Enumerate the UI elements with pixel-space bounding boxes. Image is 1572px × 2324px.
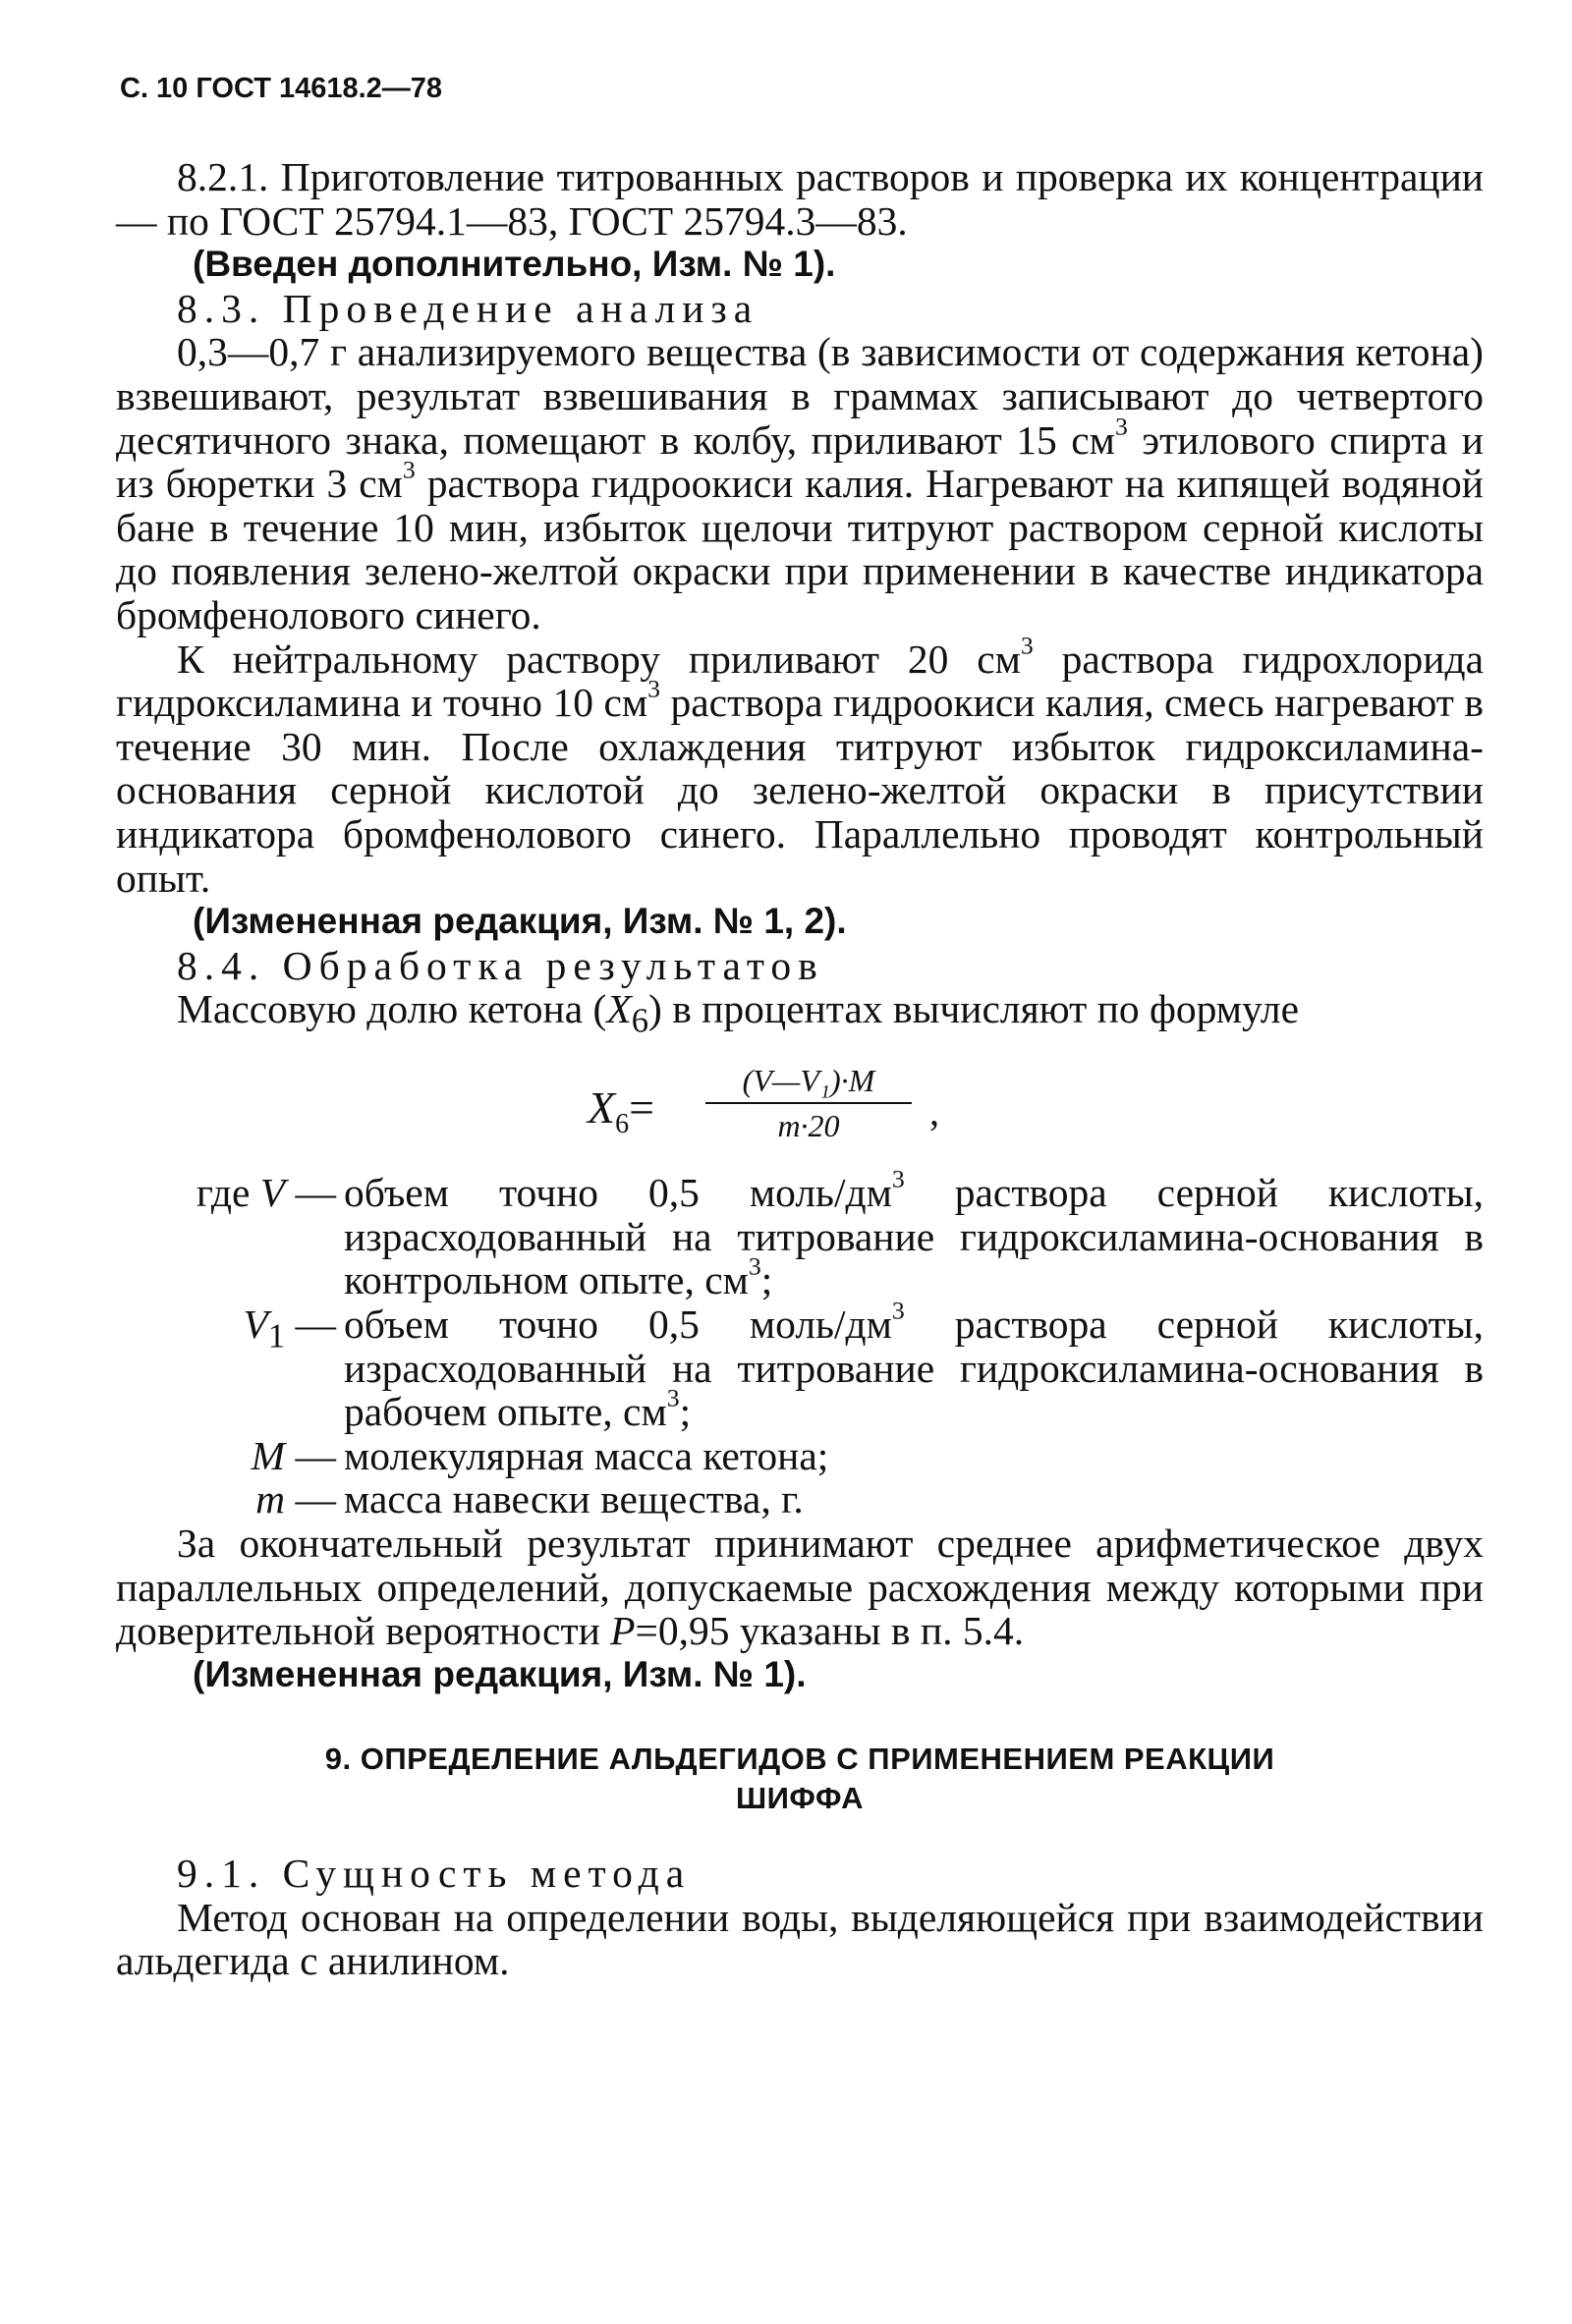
formula-comma: , (929, 1089, 939, 1134)
formula-lhs-var: X (588, 1082, 616, 1134)
text-span: =0,95 указаны в п. 5.4. (635, 1608, 1025, 1654)
section-heading-9 (116, 1740, 1484, 1818)
superscript: 3 (666, 1383, 680, 1412)
definition-row (116, 1434, 1484, 1478)
formula-lhs (588, 1082, 655, 1147)
text-span: ) в процентах вычисляют по формуле (648, 986, 1300, 1032)
document-body (116, 155, 1484, 1983)
definition-prefix: где (196, 1170, 260, 1216)
fraction-bar (705, 1102, 912, 1104)
paragraph-8-3-1 (116, 330, 1484, 636)
definition-var: V (259, 1170, 286, 1216)
superscript: 3 (402, 455, 416, 484)
superscript: 3 (748, 1252, 761, 1282)
formula-equals: = (629, 1082, 655, 1134)
text-span: раствора серной кислоты, израсходованный на титрование гидроксиламина-основания в рабочем опыте, см (344, 1300, 1484, 1435)
definition-row (116, 1477, 1484, 1522)
amendment-note-8-4: (Измененная редакция, Изм. № 1). (193, 1653, 807, 1694)
section-title-8-4: 8.4. Обработка результатов (177, 942, 824, 988)
variable: P (610, 1608, 636, 1654)
text-span: раствора гидрохлорида гидроксиламина и точно 10 см (116, 636, 1484, 726)
definition-row (116, 1296, 1484, 1435)
definition-text (336, 1296, 1484, 1435)
formula-x6 (116, 1051, 1484, 1171)
running-head: С. 10 ГОСТ 14618.2—78 (120, 73, 443, 104)
definition-var: m (255, 1476, 286, 1522)
text-span: раствора гидроокиси калия. Нагревают на кипящей водяной бане в течение 10 мин, избыток щелочи титруют раствором серной кислоты до появления зелено-желтой окраски при применении в качестве индикатора бромфенолового синего. (116, 461, 1484, 637)
variable: X (606, 986, 632, 1032)
section-title-9-1: 9.1. Сущность метода (177, 1851, 692, 1897)
subscript: 6 (631, 1002, 648, 1040)
text-span: ; (760, 1257, 773, 1303)
text-span: объем точно 0,5 моль/дм (344, 1300, 892, 1347)
amendment-note-8-2-1: (Введен дополнительно, Изм. № 1). (193, 244, 836, 285)
text-span: объем точно 0,5 моль/дм (344, 1170, 892, 1216)
definition-var: M (251, 1432, 286, 1478)
text-span: 0,3—0,7 г анализируемого вещества (в зависимости от содержания кетона) взвешивают, результат взвешивания в граммах записывают до четвертого десятичного знака, помещают в колбу, приливают 15 см (116, 329, 1484, 463)
definition-dash: — (285, 1476, 336, 1522)
text-span: раствора гидроокиси калия, смесь нагревают в течение 30 мин. После охлаждения титруют избыток гидроксиламина-основания серной кислотой до зелено-желтой окраски в присутствии индикатора бромфенолового синего. Параллельно проводят контрольный опыт. (116, 680, 1484, 901)
variable-definitions (116, 1164, 1484, 1522)
text-span: За окончательный результат принимают среднее арифметическое двух параллельных определений, допускаемые расхождения между которыми при доверительной вероятности (116, 1520, 1484, 1654)
superscript: 3 (891, 1296, 905, 1325)
definition-text (336, 1164, 1484, 1303)
text-span: К нейтральному раствору приливают 20 см (177, 636, 1021, 682)
definition-symbol (116, 1302, 336, 1358)
definition-symbol (116, 1171, 336, 1215)
formula-numerator: (V—V₁)·M (742, 1063, 875, 1099)
definition-symbol (116, 1477, 336, 1522)
superscript: 3 (891, 1164, 905, 1193)
paragraph-9-1: Метод основан на определении воды, выделяющейся при взаимодействии альдегида с анилином. (116, 1894, 1484, 1984)
definition-text: масса навески вещества, г. (344, 1476, 804, 1522)
definition-symbol (116, 1434, 336, 1478)
amendment-note-8-3: (Измененная редакция, Изм. № 1, 2). (193, 901, 847, 942)
definition-var: V (243, 1300, 268, 1347)
text-span: этилового спирта и из бюретки 3 см (116, 416, 1484, 507)
formula-denominator: m·20 (777, 1108, 840, 1144)
formula-lhs-sub: 6 (615, 1109, 630, 1140)
superscript: 3 (647, 674, 661, 703)
text-span: Массовую долю кетона ( (177, 986, 607, 1032)
paragraph-8-4-final (116, 1522, 1484, 1653)
definition-dash: — (285, 1432, 336, 1478)
formula-fraction (705, 1061, 912, 1145)
paragraph-8-3-2 (116, 631, 1484, 901)
paragraph-8-4-intro (116, 987, 1484, 1043)
definition-row (116, 1164, 1484, 1303)
definition-dash: — (285, 1170, 336, 1216)
superscript: 3 (1114, 412, 1128, 441)
section-title-8-3: 8.3. Проведение анализа (177, 285, 759, 331)
text-span: ; (679, 1389, 692, 1435)
definition-sub: 1 (267, 1317, 286, 1356)
heading-line: ШИФФА (735, 1781, 865, 1816)
definition-text: молекулярная масса кетона; (344, 1432, 829, 1478)
paragraph-8-2-1: 8.2.1. Приготовление титрованных растворов и проверка их концентрации — по ГОСТ 25794.1—83, ГОСТ 25794.3—83. (116, 154, 1484, 244)
heading-line: 9. ОПРЕДЕЛЕНИЕ АЛЬДЕГИДОВ С ПРИМЕНЕНИЕМ РЕАКЦИИ (324, 1742, 1275, 1777)
text-span: раствора серной кислоты, израсходованный на титрование гидроксиламина-основания в контрольном опыте, см (344, 1170, 1484, 1303)
definition-dash: — (285, 1300, 336, 1347)
superscript: 3 (1020, 631, 1034, 660)
